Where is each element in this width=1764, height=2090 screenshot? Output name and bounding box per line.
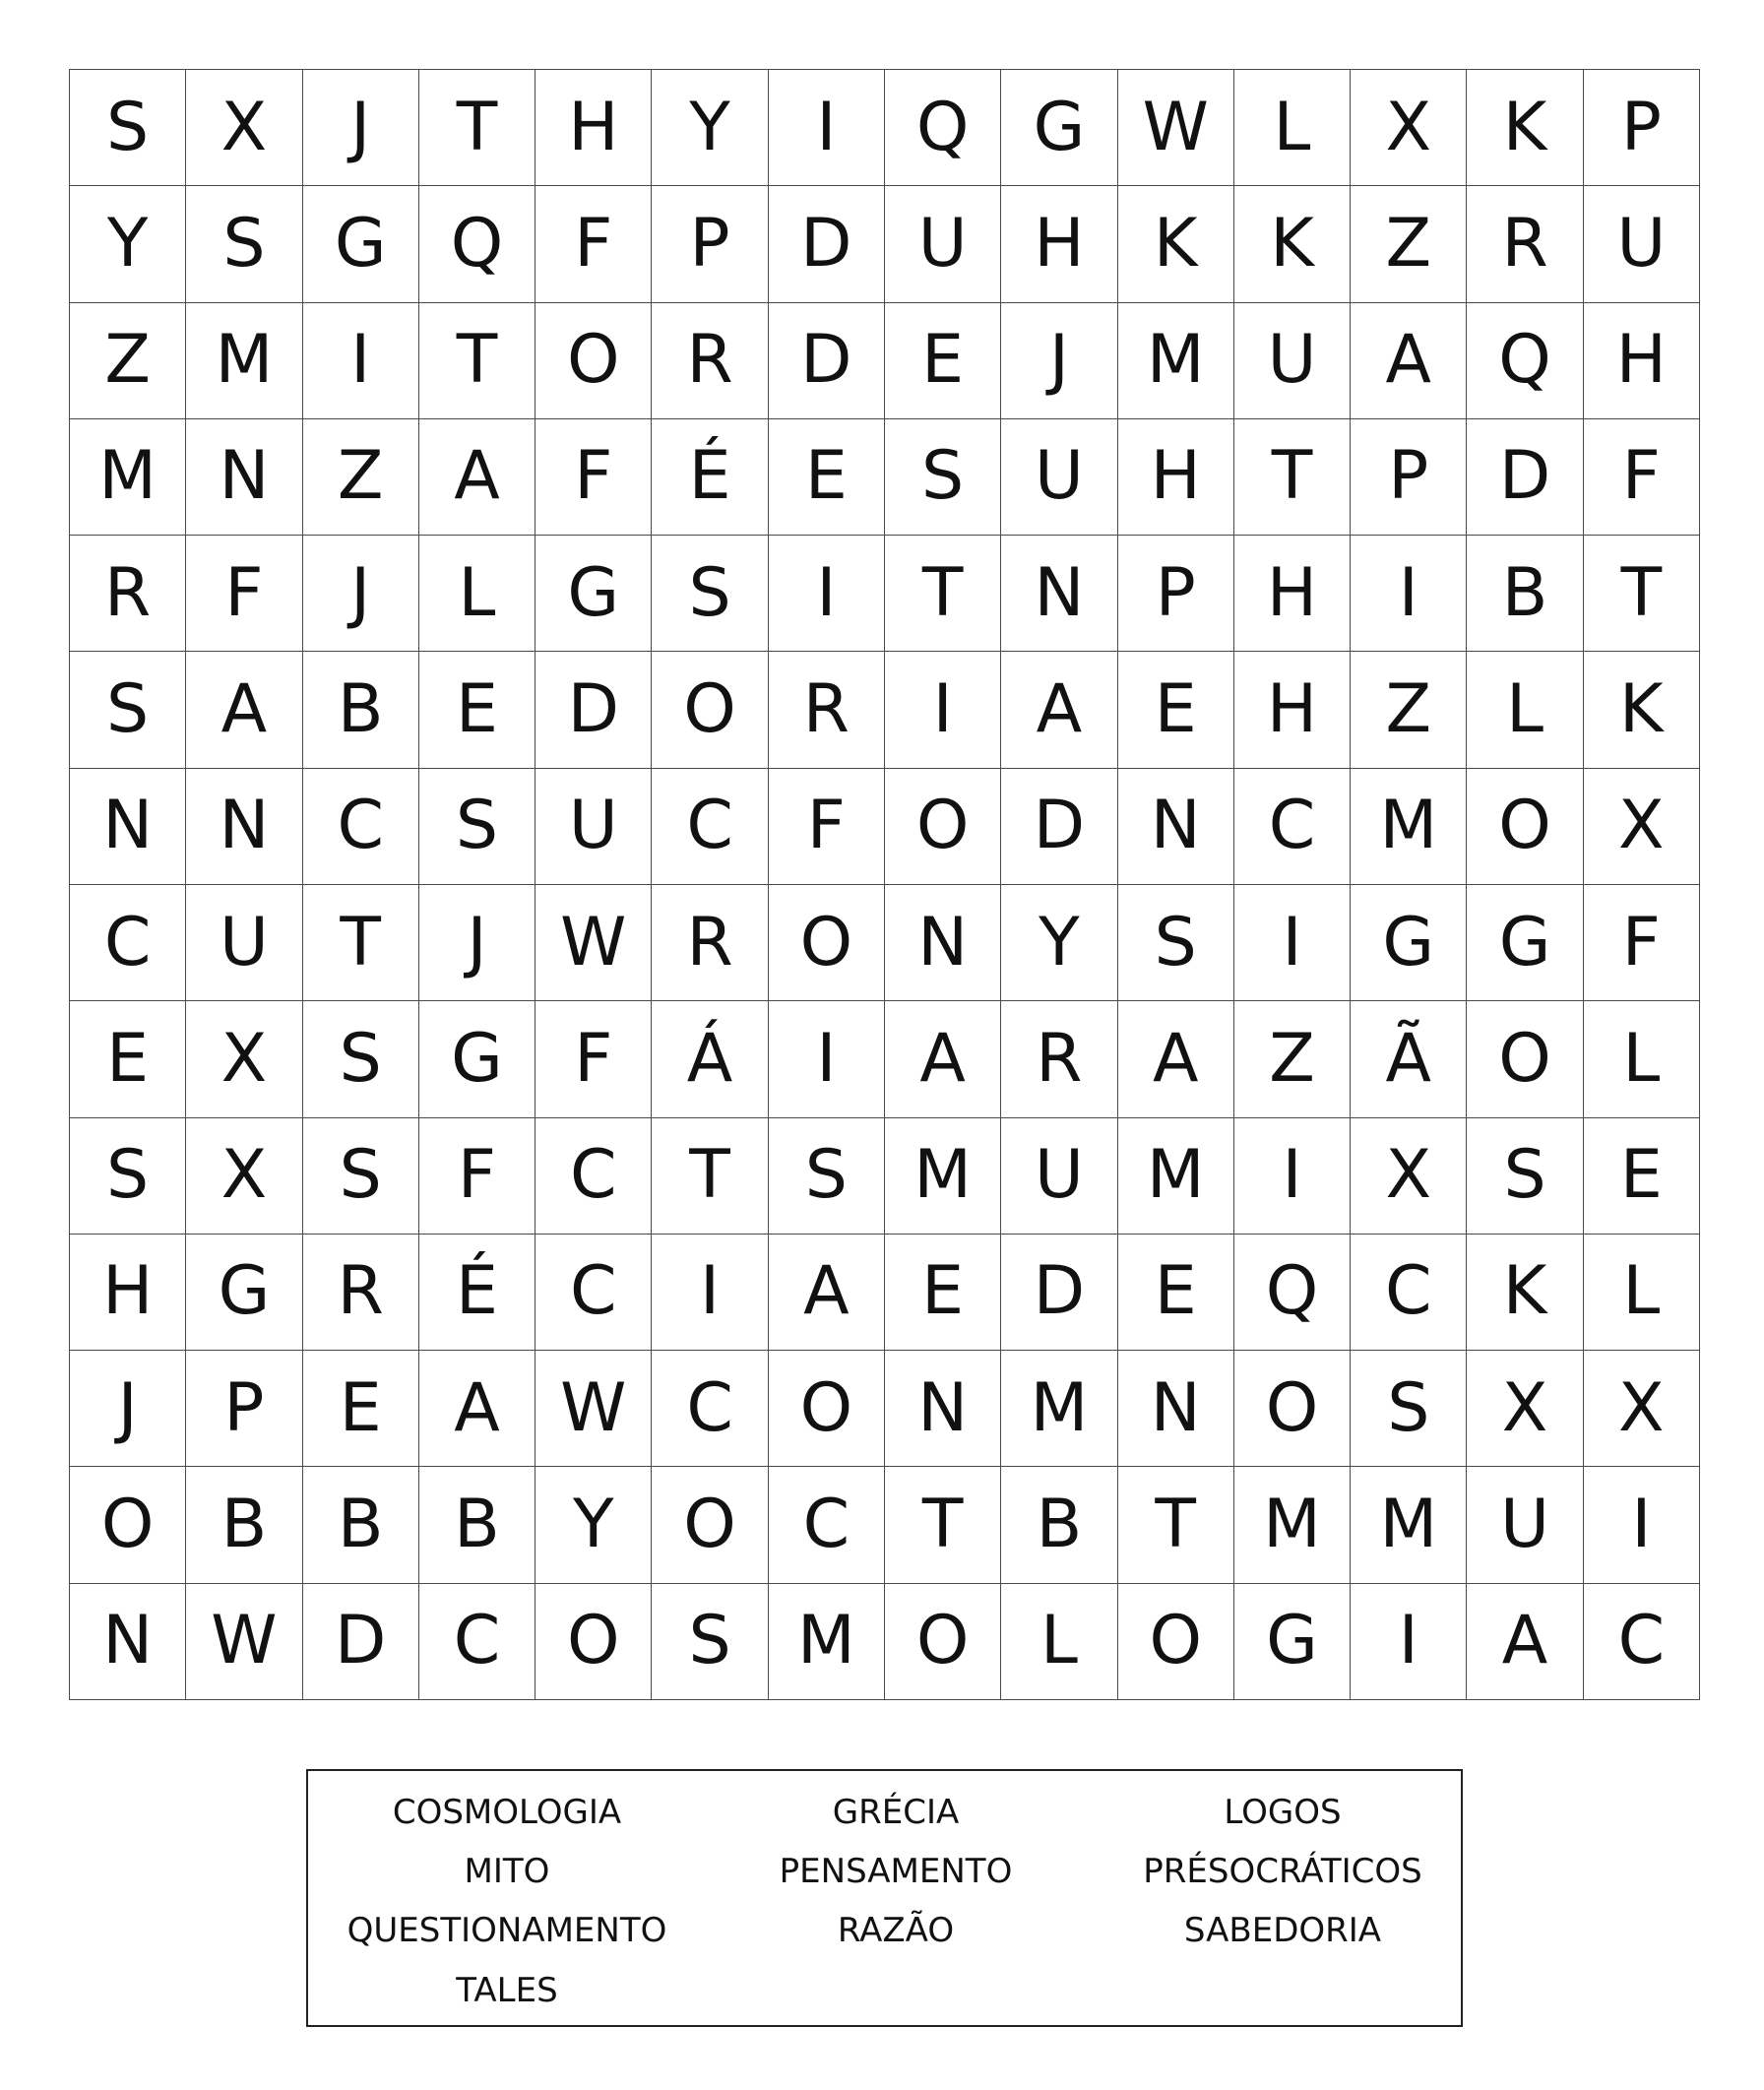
grid-cell[interactable]: P <box>652 186 768 302</box>
grid-cell[interactable]: P <box>1584 70 1700 186</box>
grid-cell[interactable]: I <box>885 652 1001 768</box>
grid-cell[interactable]: O <box>652 1467 768 1583</box>
word-list-item: RAZÃO <box>837 1911 955 1950</box>
grid-cell[interactable]: O <box>1118 1584 1234 1700</box>
grid-cell[interactable]: I <box>769 1001 885 1117</box>
grid-cell[interactable]: R <box>652 885 768 1001</box>
grid-cell[interactable]: X <box>1351 1118 1467 1235</box>
grid-cell[interactable]: T <box>1234 419 1351 536</box>
grid-cell[interactable]: D <box>769 186 885 302</box>
grid-cell[interactable]: N <box>1001 536 1117 652</box>
grid-cell[interactable]: I <box>652 1235 768 1351</box>
grid-cell[interactable]: U <box>186 885 302 1001</box>
grid-cell[interactable]: G <box>186 1235 302 1351</box>
grid-cell[interactable]: L <box>1467 652 1583 768</box>
grid-cell[interactable]: M <box>1351 769 1467 885</box>
grid-cell[interactable]: P <box>186 1351 302 1467</box>
grid-cell[interactable]: T <box>419 303 536 419</box>
grid-cell[interactable]: W <box>536 885 652 1001</box>
grid-cell[interactable]: C <box>1234 769 1351 885</box>
grid-cell[interactable]: X <box>186 70 302 186</box>
word-list-item: TALES <box>456 1971 558 2010</box>
grid-cell[interactable]: B <box>303 652 419 768</box>
grid-cell[interactable]: F <box>536 419 652 536</box>
grid-cell[interactable]: L <box>1234 70 1351 186</box>
grid-cell[interactable]: M <box>1351 1467 1467 1583</box>
grid-cell[interactable]: M <box>885 1118 1001 1235</box>
grid-cell[interactable]: A <box>885 1001 1001 1117</box>
grid-cell[interactable]: L <box>1001 1584 1117 1700</box>
grid-cell[interactable]: S <box>885 419 1001 536</box>
grid-cell[interactable]: A <box>1001 652 1117 768</box>
grid-cell[interactable]: W <box>536 1351 652 1467</box>
grid-cell[interactable]: X <box>1584 1351 1700 1467</box>
grid-cell[interactable]: R <box>1467 186 1583 302</box>
grid-cell[interactable]: X <box>1351 70 1467 186</box>
grid-cell[interactable]: O <box>536 303 652 419</box>
grid-cell[interactable]: E <box>70 1001 186 1117</box>
grid-cell[interactable]: M <box>769 1584 885 1700</box>
grid-cell[interactable]: N <box>70 769 186 885</box>
word-list-item: QUESTIONAMENTO <box>346 1911 667 1950</box>
grid-cell[interactable]: J <box>70 1351 186 1467</box>
grid-cell[interactable]: É <box>652 419 768 536</box>
grid-cell[interactable]: C <box>1584 1584 1700 1700</box>
grid-cell[interactable]: S <box>70 70 186 186</box>
grid-cell[interactable]: Z <box>1234 1001 1351 1117</box>
grid-cell[interactable]: F <box>1584 419 1700 536</box>
grid-cell[interactable]: J <box>303 536 419 652</box>
grid-cell[interactable]: É <box>419 1235 536 1351</box>
grid-cell[interactable]: I <box>1584 1467 1700 1583</box>
grid-cell[interactable]: O <box>885 1584 1001 1700</box>
grid-cell[interactable]: D <box>769 303 885 419</box>
grid-cell[interactable]: Y <box>70 186 186 302</box>
grid-cell[interactable]: W <box>186 1584 302 1700</box>
grid-cell[interactable]: G <box>1001 70 1117 186</box>
grid-cell[interactable]: H <box>1234 536 1351 652</box>
grid-cell[interactable]: Y <box>652 70 768 186</box>
word-list-box <box>306 1769 1463 2027</box>
grid-cell[interactable]: M <box>1001 1351 1117 1467</box>
grid-cell[interactable]: P <box>1118 536 1234 652</box>
grid-cell[interactable]: J <box>1001 303 1117 419</box>
grid-cell[interactable]: R <box>70 536 186 652</box>
grid-cell[interactable]: E <box>769 419 885 536</box>
grid-cell[interactable]: N <box>1118 769 1234 885</box>
grid-cell[interactable]: K <box>1118 186 1234 302</box>
grid-cell[interactable]: A <box>419 419 536 536</box>
grid-cell[interactable]: S <box>1118 885 1234 1001</box>
grid-cell[interactable]: E <box>1584 1118 1700 1235</box>
grid-cell[interactable]: C <box>303 769 419 885</box>
grid-cell[interactable]: A <box>1467 1584 1583 1700</box>
grid-cell[interactable]: M <box>1234 1467 1351 1583</box>
grid-cell[interactable]: W <box>1118 70 1234 186</box>
grid-cell[interactable]: F <box>186 536 302 652</box>
grid-cell[interactable]: I <box>1234 1118 1351 1235</box>
grid-cell[interactable]: S <box>186 186 302 302</box>
grid-cell[interactable]: H <box>536 70 652 186</box>
grid-cell[interactable]: A <box>186 652 302 768</box>
grid-cell[interactable]: E <box>1118 1235 1234 1351</box>
grid-cell[interactable]: F <box>769 769 885 885</box>
grid-cell[interactable]: Q <box>885 70 1001 186</box>
grid-cell[interactable]: U <box>1001 419 1117 536</box>
grid-cell[interactable]: O <box>885 769 1001 885</box>
grid-cell[interactable]: G <box>536 536 652 652</box>
grid-cell[interactable]: H <box>70 1235 186 1351</box>
grid-cell[interactable]: E <box>1118 652 1234 768</box>
word-list-item: MITO <box>464 1852 550 1891</box>
grid-cell[interactable]: B <box>303 1467 419 1583</box>
grid-cell[interactable]: E <box>885 1235 1001 1351</box>
grid-cell[interactable]: A <box>419 1351 536 1467</box>
grid-cell[interactable]: O <box>769 1351 885 1467</box>
grid-cell[interactable]: D <box>1467 419 1583 536</box>
grid-cell[interactable]: R <box>303 1235 419 1351</box>
grid-cell[interactable]: C <box>769 1467 885 1583</box>
grid-cell[interactable]: B <box>1001 1467 1117 1583</box>
grid-cell[interactable]: I <box>1351 536 1467 652</box>
grid-cell[interactable]: M <box>70 419 186 536</box>
grid-cell[interactable]: D <box>1001 769 1117 885</box>
grid-cell[interactable]: T <box>419 70 536 186</box>
grid-cell[interactable]: C <box>1351 1235 1467 1351</box>
grid-cell[interactable]: B <box>1467 536 1583 652</box>
grid-cell[interactable]: C <box>652 1351 768 1467</box>
grid-cell[interactable]: T <box>1584 536 1700 652</box>
grid-cell[interactable]: K <box>1467 70 1583 186</box>
grid-cell[interactable]: G <box>1234 1584 1351 1700</box>
word-list-item: LOGOS <box>1224 1793 1342 1832</box>
grid-cell[interactable]: Z <box>1351 186 1467 302</box>
grid-cell[interactable]: A <box>1118 1001 1234 1117</box>
grid-cell[interactable]: F <box>1584 885 1700 1001</box>
grid-cell[interactable]: Z <box>1351 652 1467 768</box>
grid-cell[interactable]: S <box>652 536 768 652</box>
grid-cell[interactable]: M <box>1118 1118 1234 1235</box>
grid-cell[interactable]: J <box>303 70 419 186</box>
word-list-item: GRÉCIA <box>832 1793 960 1832</box>
grid-cell[interactable]: X <box>1584 769 1700 885</box>
grid-cell[interactable]: Á <box>652 1001 768 1117</box>
grid-cell[interactable]: N <box>885 1351 1001 1467</box>
grid-cell[interactable]: B <box>419 1467 536 1583</box>
grid-cell[interactable]: C <box>419 1584 536 1700</box>
grid-cell[interactable]: S <box>419 769 536 885</box>
grid-cell[interactable]: H <box>1584 303 1700 419</box>
grid-cell[interactable]: K <box>1584 652 1700 768</box>
grid-cell[interactable]: Q <box>419 186 536 302</box>
grid-cell[interactable]: I <box>1351 1584 1467 1700</box>
grid-cell[interactable]: G <box>303 186 419 302</box>
word-list-item: PRÉSOCRÁTICOS <box>1143 1852 1422 1891</box>
grid-cell[interactable]: C <box>536 1235 652 1351</box>
grid-cell[interactable]: U <box>1001 1118 1117 1235</box>
grid-cell[interactable]: L <box>1584 1001 1700 1117</box>
grid-cell[interactable]: P <box>1351 419 1467 536</box>
grid-cell[interactable]: L <box>419 536 536 652</box>
grid-cell[interactable]: A <box>769 1235 885 1351</box>
grid-cell[interactable]: U <box>1234 303 1351 419</box>
grid-cell[interactable]: O <box>652 652 768 768</box>
grid-cell[interactable]: X <box>186 1118 302 1235</box>
grid-cell[interactable]: H <box>1001 186 1117 302</box>
grid-cell[interactable]: B <box>186 1467 302 1583</box>
grid-cell[interactable]: C <box>652 769 768 885</box>
grid-cell[interactable]: A <box>1351 303 1467 419</box>
grid-cell[interactable]: G <box>1351 885 1467 1001</box>
grid-cell[interactable]: R <box>769 652 885 768</box>
grid-cell[interactable]: D <box>303 1584 419 1700</box>
grid-cell[interactable]: O <box>536 1584 652 1700</box>
grid-cell[interactable]: L <box>1584 1235 1700 1351</box>
grid-cell[interactable]: S <box>1351 1351 1467 1467</box>
grid-cell[interactable]: H <box>1118 419 1234 536</box>
grid-cell[interactable]: K <box>1467 1235 1583 1351</box>
grid-cell[interactable]: X <box>186 1001 302 1117</box>
grid-cell[interactable]: E <box>303 1351 419 1467</box>
grid-cell[interactable]: Z <box>70 303 186 419</box>
grid-cell[interactable]: M <box>186 303 302 419</box>
word-list-item: PENSAMENTO <box>779 1852 1013 1891</box>
grid-cell[interactable]: F <box>536 186 652 302</box>
grid-cell[interactable]: E <box>885 303 1001 419</box>
grid-cell[interactable]: O <box>1467 1001 1583 1117</box>
grid-cell[interactable]: O <box>769 885 885 1001</box>
grid-cell[interactable]: X <box>1467 1351 1583 1467</box>
grid-cell[interactable]: I <box>303 303 419 419</box>
grid-cell[interactable]: Z <box>303 419 419 536</box>
grid-cell[interactable]: G <box>419 1001 536 1117</box>
grid-cell[interactable]: S <box>652 1584 768 1700</box>
grid-cell[interactable]: T <box>885 536 1001 652</box>
grid-cell[interactable]: I <box>769 536 885 652</box>
word-list-item: SABEDORIA <box>1183 1911 1382 1950</box>
grid-cell[interactable]: N <box>885 885 1001 1001</box>
grid-cell[interactable]: N <box>1118 1351 1234 1467</box>
grid-cell[interactable]: T <box>303 885 419 1001</box>
grid-cell[interactable]: G <box>1467 885 1583 1001</box>
grid-cell[interactable]: I <box>1234 885 1351 1001</box>
grid-cell[interactable]: J <box>419 885 536 1001</box>
grid-cell[interactable]: T <box>652 1118 768 1235</box>
grid-cell[interactable]: T <box>885 1467 1001 1583</box>
grid-cell[interactable]: U <box>885 186 1001 302</box>
grid-cell[interactable]: S <box>769 1118 885 1235</box>
grid-cell[interactable]: Ã <box>1351 1001 1467 1117</box>
grid-cell[interactable]: S <box>303 1118 419 1235</box>
grid-cell[interactable]: D <box>1001 1235 1117 1351</box>
word-search-grid <box>69 69 1700 1700</box>
grid-cell[interactable]: D <box>536 652 652 768</box>
grid-cell[interactable]: Q <box>1234 1235 1351 1351</box>
grid-cell[interactable]: U <box>1584 186 1700 302</box>
grid-cell[interactable]: U <box>1467 1467 1583 1583</box>
grid-cell[interactable]: Y <box>536 1467 652 1583</box>
grid-cell[interactable]: S <box>1467 1118 1583 1235</box>
grid-cell[interactable]: O <box>1234 1351 1351 1467</box>
grid-cell[interactable]: R <box>652 303 768 419</box>
grid-cell[interactable]: F <box>536 1001 652 1117</box>
grid-cell[interactable]: N <box>70 1584 186 1700</box>
grid-cell[interactable]: I <box>769 70 885 186</box>
grid-cell[interactable]: Q <box>1467 303 1583 419</box>
grid-cell[interactable]: N <box>186 769 302 885</box>
grid-cell[interactable]: S <box>303 1001 419 1117</box>
grid-cell[interactable]: O <box>70 1467 186 1583</box>
grid-cell[interactable]: Y <box>1001 885 1117 1001</box>
grid-cell[interactable]: M <box>1118 303 1234 419</box>
grid-cell[interactable]: S <box>70 652 186 768</box>
grid-cell[interactable]: C <box>70 885 186 1001</box>
grid-cell[interactable]: U <box>536 769 652 885</box>
grid-cell[interactable]: O <box>1467 769 1583 885</box>
grid-cell[interactable]: N <box>186 419 302 536</box>
grid-cell[interactable]: E <box>419 652 536 768</box>
word-list-item: COSMOLOGIA <box>392 1793 622 1832</box>
grid-cell[interactable]: R <box>1001 1001 1117 1117</box>
grid-cell[interactable]: K <box>1234 186 1351 302</box>
grid-cell[interactable]: F <box>419 1118 536 1235</box>
grid-cell[interactable]: H <box>1234 652 1351 768</box>
grid-cell[interactable]: C <box>536 1118 652 1235</box>
grid-cell[interactable]: S <box>70 1118 186 1235</box>
grid-cell[interactable]: T <box>1118 1467 1234 1583</box>
